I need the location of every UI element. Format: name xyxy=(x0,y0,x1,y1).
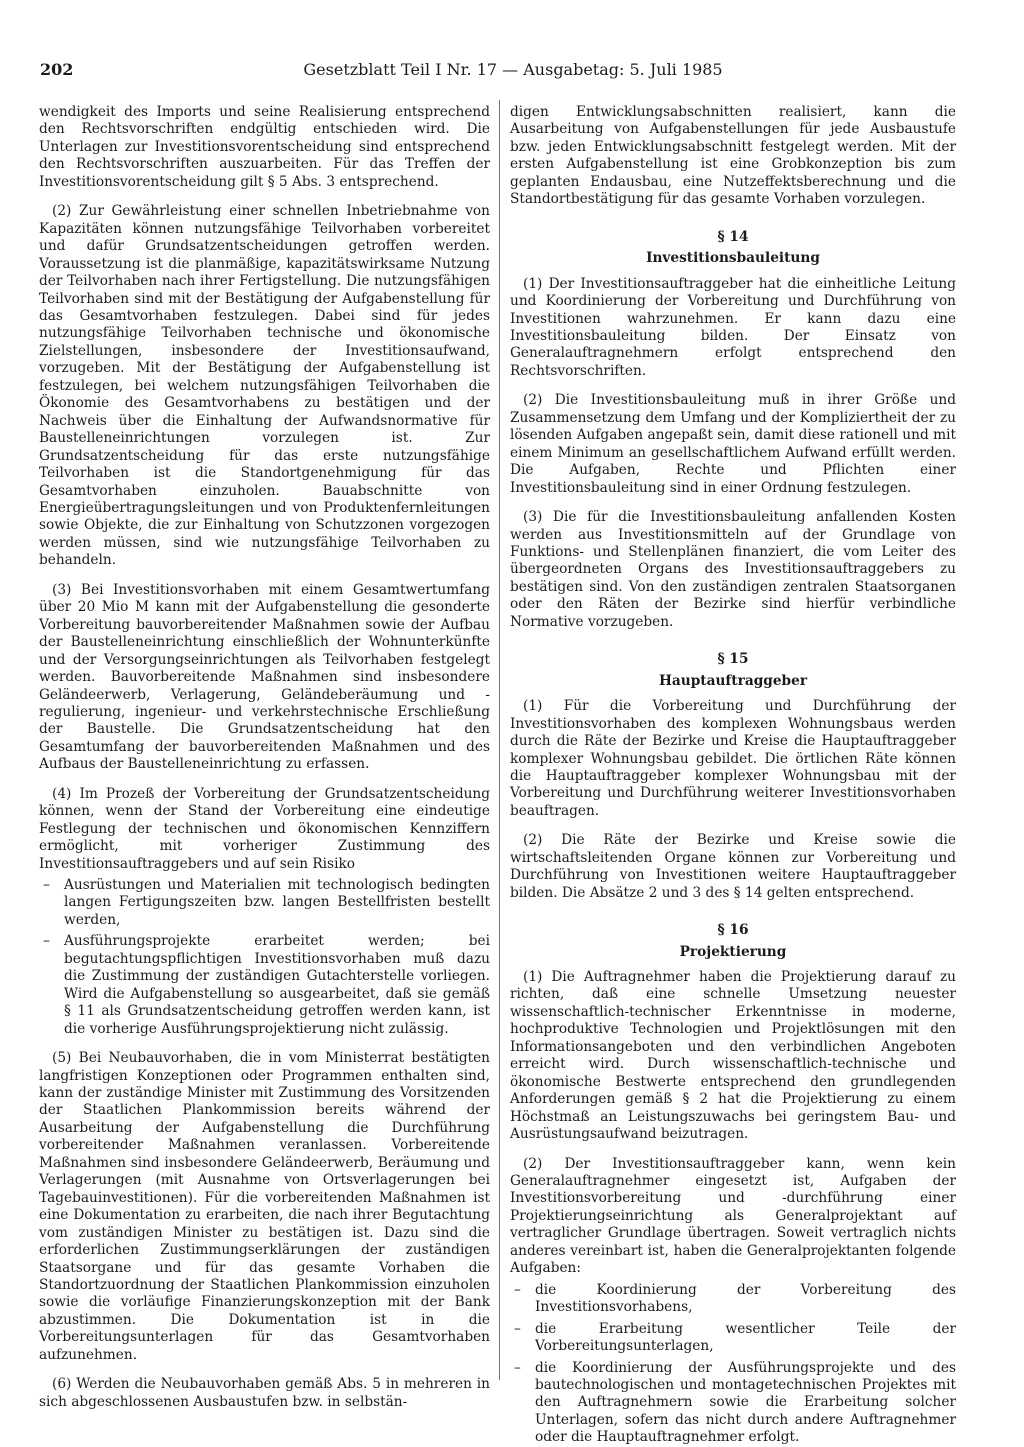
list-item: – die Erarbeitung wesentlicher Teile der Vorbereitungsunterlagen, xyxy=(510,1321,956,1356)
left-column xyxy=(39,104,490,1410)
section-14-number: § 14 xyxy=(717,228,749,245)
paragraph-15-1: (1) Für die Vorbereitung und Durchführung der Investitionsvorhaben des komplexen Wohnungsbaus werden durch die Räte der Bezirke und Kreise die Hauptauftraggeber komplexer Wohnungsbau gebildet. Die örtlichen Räte können die Hauptauftraggeber komplexer Wohnungsbau mit der Vorbereitung und Durchführung weiterer Investitionsvorhaben beauftragen. xyxy=(510,698,956,819)
paragraph-13-2: (2) Zur Gewährleistung einer schnellen Inbetriebnahme von Kapazitäten können nutzungsfähige Teilvorhaben vorbereitet und dafür Grundsatzentscheidungen getroffen werden. Voraussetzung ist die planmäßige, kapazitätswirksame Nutzung der Teilvorhaben nach ihrer Fertigstellung. Die nutzungsfähigen Teilvorhaben sind mit der Bestätigung der Aufgabenstellung für das Gesamtvorhaben festzulegen. Dabei sind für jedes nutzungsfähige Teilvorhaben technische und ökonomische Zielstellungen, insbesondere der Investitionsaufwand, vorzugeben. Mit der Bestätigung der Aufgabenstellung ist festzulegen, bei welchem nutzungsfähigen Teilvorhaben die Ökonomie des Gesamtvorhabens zu bestätigen und der Nachweis über die Einhaltung der Aufwandsnormative für Baustelleneinrichtungen vorzulegen ist. Zur Grundsatzentscheidung für das erste nutzungsfähige Teilvorhaben ist die Standortgenehmigung für das Gesamtvorhaben einzuholen. Bauabschnitte von Energieübertragungsleitungen und von Produktenfernleitungen sowie Objekte, die zur Einhaltung von Schutzzonen vorgezogen werden müssen, sind wie nutzungsfähige Teilvorhaben zu behandeln. xyxy=(39,203,490,569)
paragraph-16-2: (2) Der Investitionsauftraggeber kann, wenn kein Generalauftragnehmer eingesetzt ist, Aufgaben der Investitionsvorbereitung und -durchführung einer Projektierungseinrichtung als Generalprojektant auf vertraglicher Grundlage übertragen. Soweit vertraglich nichts anderes vereinbart ist, haben die Generalprojektanten folgende Aufgaben: xyxy=(510,1155,956,1277)
paragraph-15-2: (2) Die Räte der Bezirke und Kreise sowie die wirtschaftsleitenden Organe können zur Vorbereitung und Durchführung von Investitionen weitere Hauptauftraggeber bilden. Die Absätze 2 und 3 des § 14 gelten entsprechend. xyxy=(510,832,956,901)
page-number: 202 xyxy=(40,60,74,79)
section-16-number: § 16 xyxy=(717,922,749,939)
section-15-title: Hauptauftraggeber xyxy=(658,672,808,689)
list-item: – die Koordinierung der Vorbereitung des Investitionsvorhabens, xyxy=(510,1282,956,1317)
list-item: – die Koordinierung der Ausführungsprojekte und des bautechnologischen und montagetechnischen Projektes mit den Auftragnehmern sowie die Erarbeitung solcher Unterlagen, sofern das nicht durch andere Auftragnehmer oder die Hauptauftragnehmer erfolgt. xyxy=(510,1360,956,1447)
paragraph-13-5: (5) Bei Neubauvorhaben, die in vom Ministerrat bestätigten langfristigen Konzeptionen oder Programmen enthalten sind, kann der zuständige Minister mit Zustimmung des Vorsitzenden der Staatlichen Plankommission bereits während der Ausarbeitung der Aufgabenstellung die Durchführung vorbereitender Maßnahmen veranlassen. Vorbereitende Maßnahmen sind insbesondere Geländeerwerb, Beräumung und Verlagerungen (mit Ausnahme von Ortsverlagerungen bei Tagebauinvestitionen). Für die vorbereitenden Maßnahmen ist eine Dokumentation zu erarbeiten, die nach ihrer Begutachtung vom zuständigen Minister zu bestätigen ist. Dazu sind die erforderlichen Zustimmungserklärungen der zuständigen Staatsorgane und für das gesamte Vorhaben die Standortzuordnung der Staatlichen Plankommission einzuholen sowie die vorläufige Finanzierungskonzeption mit der Bank abzustimmen. Die Dokumentation ist in die Vorbereitungsunterlagen für das Gesamtvorhaben aufzunehmen. xyxy=(39,1050,490,1363)
paragraph-14-2: (2) Die Investitionsbauleitung muß in ihrer Größe und Zusammensetzung dem Umfang und der Kompliziertheit der zu lösenden Aufgaben angepaßt sein, damit diese rationell und mit einem Minimum an gesellschaftlichem Aufwand erfüllt werden. Die Aufgaben, Rechte und Pflichten einer Investitionsbauleitung sind in einer Ordnung festzulegen. xyxy=(510,392,956,496)
paragraph-continuation: digen Entwicklungsabschnitten realisiert, kann die Ausarbeitung von Aufgabenstellungen für jede Ausbaustufe bzw. jeden Entwicklungsabschnitt festgelegt werden. Mit der ersten Aufgabenstellung ist eine Grobkonzeption bis zum geplanten Endausbau, eine Nutzeffektsberechnung und die Standortbestätigung für das gesamte Vorhaben vorzulegen. xyxy=(510,104,956,208)
right-column xyxy=(510,104,956,1446)
paragraph-14-1: (1) Der Investitionsauftraggeber hat die einheitliche Leitung und Koordinierung der Vorbereitung und Durchführung von Investitionen wahrzunehmen. Er kann dazu eine Investitionsbauleitung bilden. Der Einsatz von Generalauftragnehmern erfolgt entsprechend den Rechtsvorschriften. xyxy=(510,275,956,379)
paragraph-16-1: (1) Die Auftragnehmer haben die Projektierung darauf zu richten, daß eine schnelle Umsetzung neuester wissenschaftlich-technischer Erkenntnisse in moderne, hochproduktive Technologien und Projektlösungen mit den Informationsangeboten und den verbindlichen Angeboten erreicht wird. Durch wissenschaftlich-technische und ökonomische Bestwerte entsprechend den grundlegenden Anforderungen gemäß § 2 hat die Projektierung zu einem Höchstmaß an Leistungszuwachs bei geringstem Bau- und Ausrüstungsaufwand beizutragen. xyxy=(510,969,956,1143)
section-16-title: Projektierung xyxy=(679,943,787,960)
paragraph-14-3: (3) Die für die Investitionsbauleitung anfallenden Kosten werden aus Investitionsmitteln auf der Grundlage von Funktions- und Stellenplänen finanziert, die vom Leiter des übergeordneten Organs des Investitionsauftraggebers zu bestätigen sind. Von den zuständigen zentralen Staatsorganen oder den Räten der Bezirke sind hierfür verbindliche Normative vorzugeben. xyxy=(510,509,956,630)
paragraph-13-3: (3) Bei Investitionsvorhaben mit einem Gesamtwertumfang über 20 Mio M kann mit der Aufgabenstellung die gesonderte Vorbereitung bauvorbereitender Maßnahmen sowie der Aufbau der Baustelleneinrichtung einschließlich der Wohnunterkünfte und der Versorgungseinrichtungen als Teilvorhaben festgelegt werden. Bauvorbereitende Maßnahmen sind insbesondere Geländeerwerb, Verlagerung, Geländeberäumung und -regulierung, ingenieur- und verkehrstechnische Erschließung der Baustelle. Die Grundsatzentscheidung hat den Gesamtumfang der bauvorbereitenden Maßnahmen und des Aufbaus der Baustelleneinrichtung zu erfassen. xyxy=(39,581,490,773)
column-divider xyxy=(499,100,500,1380)
section-14-title: Investitionsbauleitung xyxy=(646,250,820,267)
gazette-title: Gesetzblatt Teil I Nr. 17 — Ausgabetag: 5. Juli 1985 xyxy=(303,60,723,79)
list-item: – Ausrüstungen und Materialien mit technologisch bedingten langen Fertigungszeiten bzw. langen Bestellfristen bestellt werden, xyxy=(39,877,490,929)
list-item: – Ausführungsprojekte erarbeitet werden; bei begutachtungspflichtigen Investitionsvorhaben muß dazu die Zustimmung der zuständigen Gutachterstelle vorliegen. Wird die Aufgabenstellung so ausgearbeitet, daß sie gemäß § 11 als Grundsatzentscheidung getroffen werden kann, ist die vorherige Ausführungsprojektierung nicht zulässig. xyxy=(39,933,490,1038)
section-15-number: § 15 xyxy=(717,651,749,668)
paragraph-continuation: wendigkeit des Imports und seine Realisierung entsprechend den Rechtsvorschriften endgültig entschieden wird. Die Unterlagen zur Investitionsvorentscheidung sind entsprechend den Rechtsvorschriften auszuarbeiten. Für das Treffen der Investitionsvorentscheidung gilt § 5 Abs. 3 entsprechend. xyxy=(39,104,490,190)
paragraph-13-6: (6) Werden die Neubauvorhaben gemäß Abs. 5 in mehreren in sich abgeschlossenen Ausbaustufen bzw. in selbstän- xyxy=(39,1376,490,1410)
page-header xyxy=(40,60,986,84)
paragraph-13-4: (4) Im Prozeß der Vorbereitung der Grundsatzentscheidung können, wenn der Stand der Vorbereitung eine eindeutige Festlegung der technischen und ökonomischen Kennziffern ermöglicht, mit vorheriger Zustimmung des Investitionsauftraggebers und auf sein Risiko xyxy=(39,785,490,872)
